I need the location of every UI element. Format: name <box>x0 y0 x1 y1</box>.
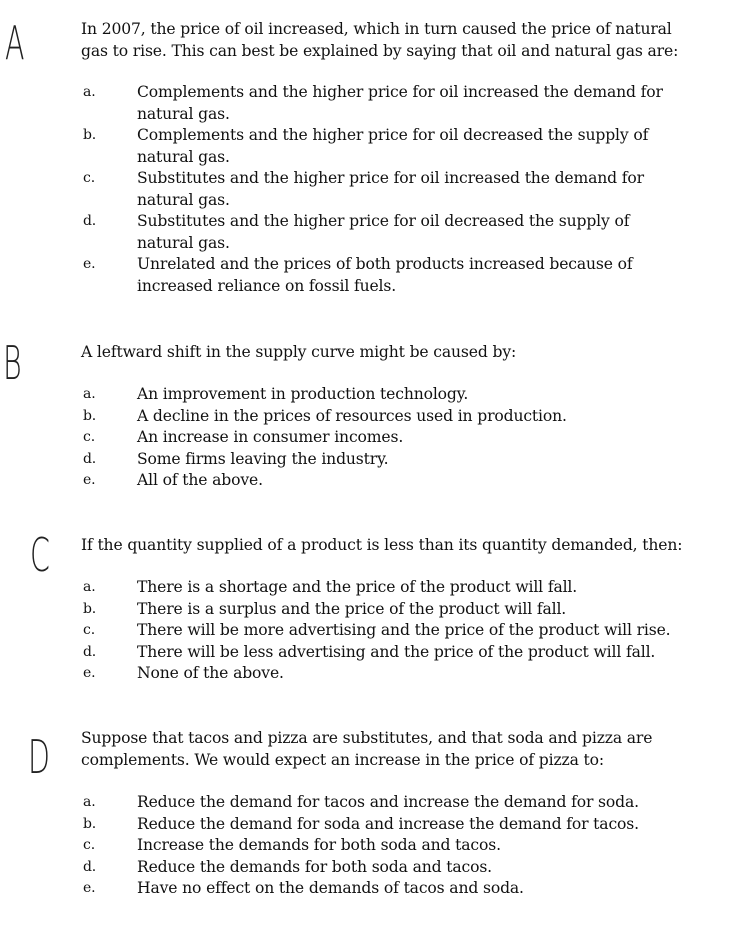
option-d-d[interactable] <box>81 857 701 879</box>
option-a-c[interactable] <box>81 168 701 211</box>
question-c-options <box>81 577 701 685</box>
option-c-c[interactable] <box>81 620 701 642</box>
handwritten-label-b: B <box>3 336 22 390</box>
option-text: A decline in the prices of resources used in production. <box>137 406 567 425</box>
question-a-stem: In 2007, the price of oil increased, which in turn caused the price of natural gas to rise. This can best be explained by saying that oil and natural gas are: <box>81 20 679 60</box>
option-letter: d. <box>83 213 97 229</box>
option-a-a[interactable] <box>81 82 701 125</box>
option-b-d[interactable] <box>81 449 701 471</box>
option-letter: e. <box>83 472 96 488</box>
option-text: Complements and the higher price for oil increased the demand for natural gas. <box>137 83 663 123</box>
option-text: Complements and the higher price for oil decreased the supply of natural gas. <box>137 126 649 166</box>
option-c-e[interactable] <box>81 663 701 685</box>
option-letter: a. <box>83 84 96 100</box>
option-text: An improvement in production technology. <box>137 385 469 403</box>
option-letter: c. <box>83 429 95 445</box>
question-b-stem: A leftward shift in the supply curve might be caused by: <box>81 343 517 361</box>
option-letter: a. <box>83 794 96 810</box>
option-letter: b. <box>83 127 97 143</box>
option-letter: b. <box>83 600 97 617</box>
question-d-options <box>81 792 701 900</box>
question-a-options <box>81 82 701 297</box>
option-text: There is a surplus and the price of the product will fall. <box>137 599 567 618</box>
option-text: Increase the demands for both soda and tacos. <box>137 836 501 854</box>
question-d-stem: Suppose that tacos and pizza are substitutes, and that soda and pizza are complements. We would expect an increase in the price of pizza to: <box>81 729 653 769</box>
option-letter: a. <box>83 386 96 402</box>
option-a-d[interactable] <box>81 211 701 254</box>
option-a-b[interactable] <box>81 125 701 168</box>
handwritten-label-d: D <box>28 730 50 784</box>
option-d-c[interactable] <box>81 835 701 857</box>
option-text: Have no effect on the demands of tacos and soda. <box>137 879 524 897</box>
option-text: There will be more advertising and the price of the product will rise. <box>137 621 671 639</box>
option-b-b[interactable] <box>81 406 701 428</box>
option-text: Reduce the demands for both soda and tacos. <box>137 857 492 876</box>
handwritten-label-c: C <box>30 528 50 582</box>
option-text: Substitutes and the higher price for oil decreased the supply of natural gas. <box>137 212 630 252</box>
option-letter: c. <box>83 622 95 638</box>
option-text: None of the above. <box>137 664 284 682</box>
option-text: Substitutes and the higher price for oil increased the demand for natural gas. <box>137 169 644 209</box>
option-letter: c. <box>83 837 95 853</box>
option-letter: e. <box>83 665 96 681</box>
option-c-b[interactable] <box>81 599 701 621</box>
option-text: There is a shortage and the price of the product will fall. <box>137 578 578 596</box>
option-c-a[interactable] <box>81 577 701 599</box>
option-letter: e. <box>83 880 96 896</box>
option-b-a[interactable] <box>81 384 701 406</box>
option-text: Some firms leaving the industry. <box>137 449 389 468</box>
option-letter: d. <box>83 858 97 875</box>
option-letter: a. <box>83 579 96 595</box>
option-letter: b. <box>83 815 97 832</box>
option-letter: d. <box>83 643 97 660</box>
option-letter: b. <box>83 407 97 424</box>
option-a-e[interactable] <box>81 254 701 297</box>
option-d-b[interactable] <box>81 814 701 836</box>
option-d-e[interactable] <box>81 878 701 900</box>
option-b-c[interactable] <box>81 427 701 449</box>
option-letter: d. <box>83 450 97 467</box>
option-text: All of the above. <box>137 471 263 489</box>
question-c-stem: If the quantity supplied of a product is less than its quantity demanded, then: <box>81 536 683 554</box>
option-b-e[interactable] <box>81 470 701 492</box>
option-c-d[interactable] <box>81 642 701 664</box>
option-letter: e. <box>83 256 96 272</box>
option-letter: c. <box>83 170 95 186</box>
question-b-options <box>81 384 701 492</box>
option-text: Reduce the demand for tacos and increase the demand for soda. <box>137 793 639 811</box>
option-text: There will be less advertising and the price of the product will fall. <box>137 642 656 661</box>
handwritten-label-a: A <box>5 16 25 70</box>
option-text: Unrelated and the prices of both products increased because of increased reliance on fossil fuels. <box>137 255 633 295</box>
option-text: Reduce the demand for soda and increase the demand for tacos. <box>137 814 639 833</box>
option-d-a[interactable] <box>81 792 701 814</box>
option-text: An increase in consumer incomes. <box>137 428 404 446</box>
